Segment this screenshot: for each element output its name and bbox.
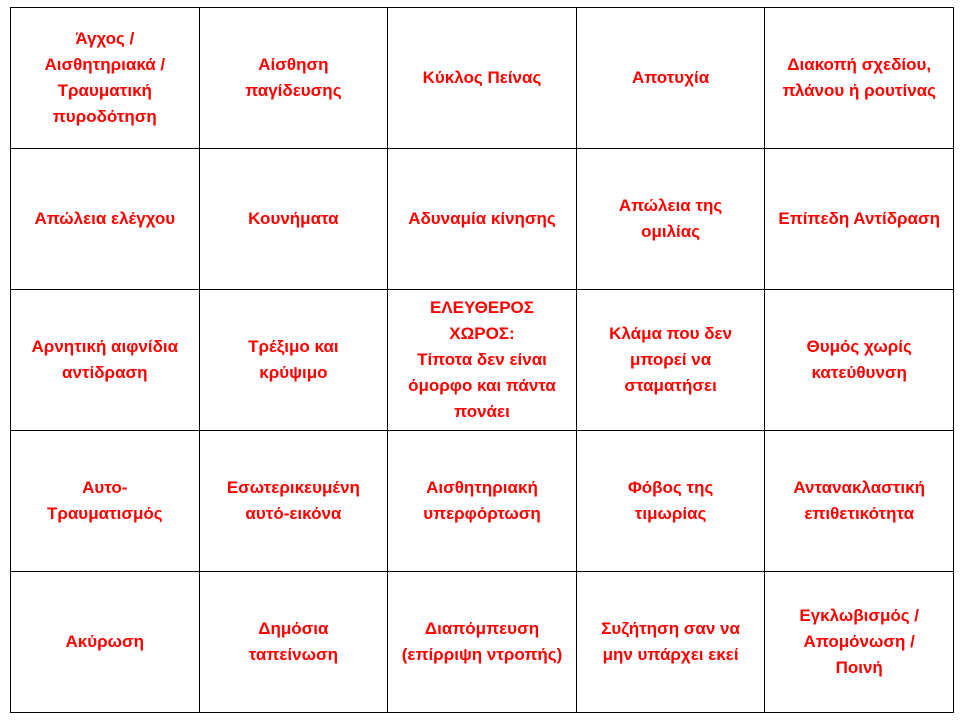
grid-cell — [199, 290, 388, 431]
bingo-grid — [10, 7, 954, 713]
cell-text: Επίπεδη Αντίδραση — [778, 209, 941, 228]
grid-cell — [765, 431, 954, 572]
grid-cell — [576, 431, 765, 572]
grid-cell — [199, 149, 388, 290]
grid-cell — [11, 290, 200, 431]
cell-text: Αίσθηση παγίδευσης — [245, 55, 342, 100]
cell-text: Αδυναμία κίνησης — [408, 209, 556, 228]
grid-cell — [765, 8, 954, 149]
grid-cell — [388, 149, 577, 290]
cell-text: Φόβος της τιμωρίας — [627, 478, 714, 523]
grid-cell — [765, 572, 954, 713]
cell-text: Διαπόμπευση (επίρριψη ντροπής) — [401, 619, 563, 664]
grid-cell — [388, 8, 577, 149]
grid-row — [11, 290, 954, 431]
grid-cell — [765, 290, 954, 431]
cell-text: Ακύρωση — [65, 632, 145, 651]
grid-cell — [576, 572, 765, 713]
cell-text: Άγχος / Αισθητηριακά / Τραυματική πυροδότηση — [44, 29, 166, 126]
cell-text: Αποτυχία — [631, 68, 710, 87]
cell-text: Αυτο- Τραυματισμός — [46, 478, 163, 523]
grid-cell — [388, 572, 577, 713]
cell-text: Εσωτερικευμένη αυτό-εικόνα — [226, 478, 360, 523]
cell-text: Απώλεια της ομιλίας — [618, 196, 723, 241]
grid-cell — [11, 8, 200, 149]
grid-row — [11, 572, 954, 713]
grid-cell — [576, 8, 765, 149]
grid-cell — [388, 431, 577, 572]
grid-row — [11, 431, 954, 572]
cell-text: Αρνητική αιφνίδια αντίδραση — [31, 337, 179, 382]
grid-cell — [765, 149, 954, 290]
grid-cell — [199, 431, 388, 572]
grid-cell — [576, 149, 765, 290]
grid-body — [11, 8, 954, 713]
free-space-cell — [388, 290, 577, 431]
cell-text: Κλάμα που δεν μπορεί να σταματήσει — [609, 324, 733, 395]
cell-text: Εγκλωβισμός / Απομόνωση / Ποινή — [799, 606, 920, 677]
grid-cell — [11, 572, 200, 713]
grid-cell — [11, 149, 200, 290]
grid-cell — [576, 290, 765, 431]
cell-text: Αισθητηριακή υπερφόρτωση — [423, 478, 541, 523]
cell-text: ΕΛΕΥΘΕΡΟΣ ΧΩΡΟΣ: Τίποτα δεν είναι όμορφο και πάντα πονάει — [408, 298, 556, 421]
cell-text: Θυμός χωρίς κατεύθυνση — [806, 337, 912, 382]
cell-text: Κύκλος Πείνας — [422, 68, 542, 87]
grid-row — [11, 149, 954, 290]
grid-cell — [199, 572, 388, 713]
cell-text: Δημόσια ταπείνωση — [248, 619, 338, 664]
grid-cell — [199, 8, 388, 149]
grid-cell — [11, 431, 200, 572]
cell-text: Συζήτηση σαν να μην υπάρχει εκεί — [601, 619, 740, 664]
cell-text: Τρέξιμο και κρύψιμο — [248, 337, 339, 382]
cell-text: Κουνήματα — [248, 209, 339, 228]
grid-row — [11, 8, 954, 149]
cell-text: Αντανακλαστική επιθετικότητα — [793, 478, 925, 523]
cell-text: Απώλεια ελέγχου — [34, 209, 176, 228]
cell-text: Διακοπή σχεδίου, πλάνου ή ρουτίνας — [782, 55, 936, 100]
